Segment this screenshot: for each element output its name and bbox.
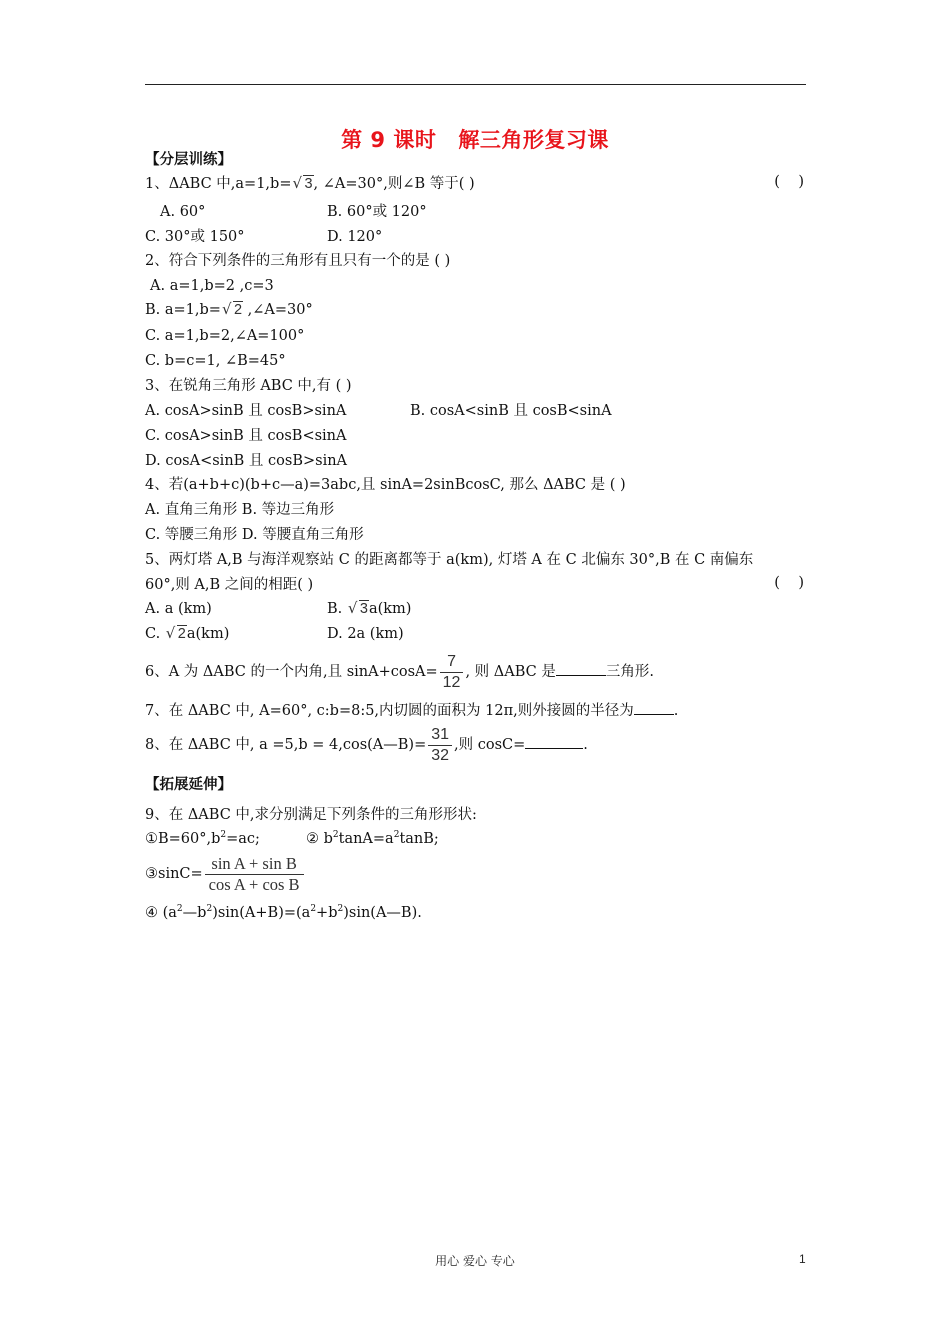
option-b: B. cosA<sinB 且 cosB<sinA xyxy=(410,403,612,419)
question-4: 4、若(a+b+c)(b+c—a)=3abc,且 sinA=2sinBcosC, 那么 ΔABC 是 ( ) xyxy=(145,477,626,493)
page-footer: 用心 爱心 专心 xyxy=(435,1254,515,1268)
option-d: D. 120° xyxy=(327,229,383,245)
question-3: 3、在锐角三角形 ABC 中,有 ( ) xyxy=(145,378,352,394)
title-topic: 解三角形复习课 xyxy=(458,128,609,152)
question-5-line-2: 60°,则 A,B 之间的相距( ) xyxy=(145,577,314,593)
header-rule xyxy=(145,84,806,85)
page-number: 1 xyxy=(799,1252,806,1266)
page-title xyxy=(0,124,950,154)
question-6: 6、A 为 ΔABC 的一个内角,且 sinA+cosA= $\frac{7}{12}$ , 则 ΔABC 是 三角形. xyxy=(145,652,654,691)
question-2: 2、符合下列条件的三角形有且只有一个的是 ( ) xyxy=(145,253,451,269)
question-1: 1、ΔABC 中,a=1,b=√ 3, ∠A=30°,则∠B 等于( ) xyxy=(145,174,475,194)
question-9: 9、在 ΔABC 中,求分别满足下列条件的三角形形状: xyxy=(145,807,477,823)
option-a: A. cosA>sinB 且 cosB>sinA xyxy=(145,403,347,419)
condition-1: $①B=60^\circ,b^2=ac$; xyxy=(145,830,260,847)
question-5-line-1: 5、两灯塔 A,B 与海洋观察站 C 的距离都等于 a(km), 灯塔 A 在 C 北偏东 30°,B 在 C 南偏东 xyxy=(145,552,754,568)
fraction: $\frac{\text{sin A + sin B}}{\text{cos A + cos B}}$ xyxy=(205,854,304,895)
answer-blank[interactable] xyxy=(525,734,583,749)
option-d: D. cosA<sinB 且 cosB>sinA xyxy=(145,453,348,469)
answer-parens: ( ) xyxy=(774,575,804,591)
options-c-d: C. 等腰三角形 D. 等腰直角三角形 xyxy=(145,527,364,543)
sqrt-symbol: √ 2 xyxy=(222,300,243,320)
answer-parens: ( ) xyxy=(774,174,804,190)
option-b: B. 60°或 120° xyxy=(327,204,427,220)
option-c: C. 30°或 150° xyxy=(145,229,245,245)
option-c: C. a=1,b=2,∠A=100° xyxy=(145,328,305,344)
condition-3: ③sinC= $\frac{\text{sin A + sin B}}{\text{cos A + cos B}}$ xyxy=(145,853,306,895)
option-c: C. √ 2a(km) xyxy=(145,624,229,644)
options-a-b: A. 直角三角形 B. 等边三角形 xyxy=(145,502,335,518)
condition-2: ② $b^2\tan A=a^2\tan B$; xyxy=(306,830,439,847)
sqrt-symbol: √ 2 xyxy=(166,624,187,644)
answer-blank[interactable] xyxy=(634,700,674,715)
option-b: B. √ 3a(km) xyxy=(327,599,411,619)
question-7: 7、在 ΔABC 中, A=60°, c:b=8:5,内切圆的面积为 12π,则外接圆的半径为 . xyxy=(145,700,678,721)
question-8: 8、在 ΔABC 中, a =5,b = 4,cos(A—B)= $\frac{31}{32}$ ,则 cosC= . xyxy=(145,725,588,764)
answer-blank[interactable] xyxy=(556,661,606,676)
title-lesson: 第 9 课时 xyxy=(341,128,437,152)
fraction: $\frac{7}{12}$ xyxy=(440,652,464,693)
section-heading-layered: 【分层训练】 xyxy=(145,152,232,168)
option-a: A. 60° xyxy=(160,204,206,220)
fraction: $\frac{31}{32}$ xyxy=(428,725,452,766)
option-a: A. a (km) xyxy=(145,601,212,617)
option-b: B. a=1,b=√ 2 ,∠A=30° xyxy=(145,300,313,320)
sqrt-symbol: √ 3 xyxy=(348,599,369,619)
option-d: C. b=c=1, ∠B=45° xyxy=(145,353,286,369)
option-d: D. 2a (km) xyxy=(327,626,404,642)
sqrt-symbol: √ 3 xyxy=(292,174,313,194)
condition-4: ④ $(a^2—b^2)\sin(A+B)=(a^2+b^2)\sin(A—B)$. xyxy=(145,904,422,921)
option-a: A. a=1,b=2 ,c=3 xyxy=(150,278,274,294)
section-heading-extension: 【拓展延伸】 xyxy=(145,777,232,793)
option-c: C. cosA>sinB 且 cosB<sinA xyxy=(145,428,347,444)
